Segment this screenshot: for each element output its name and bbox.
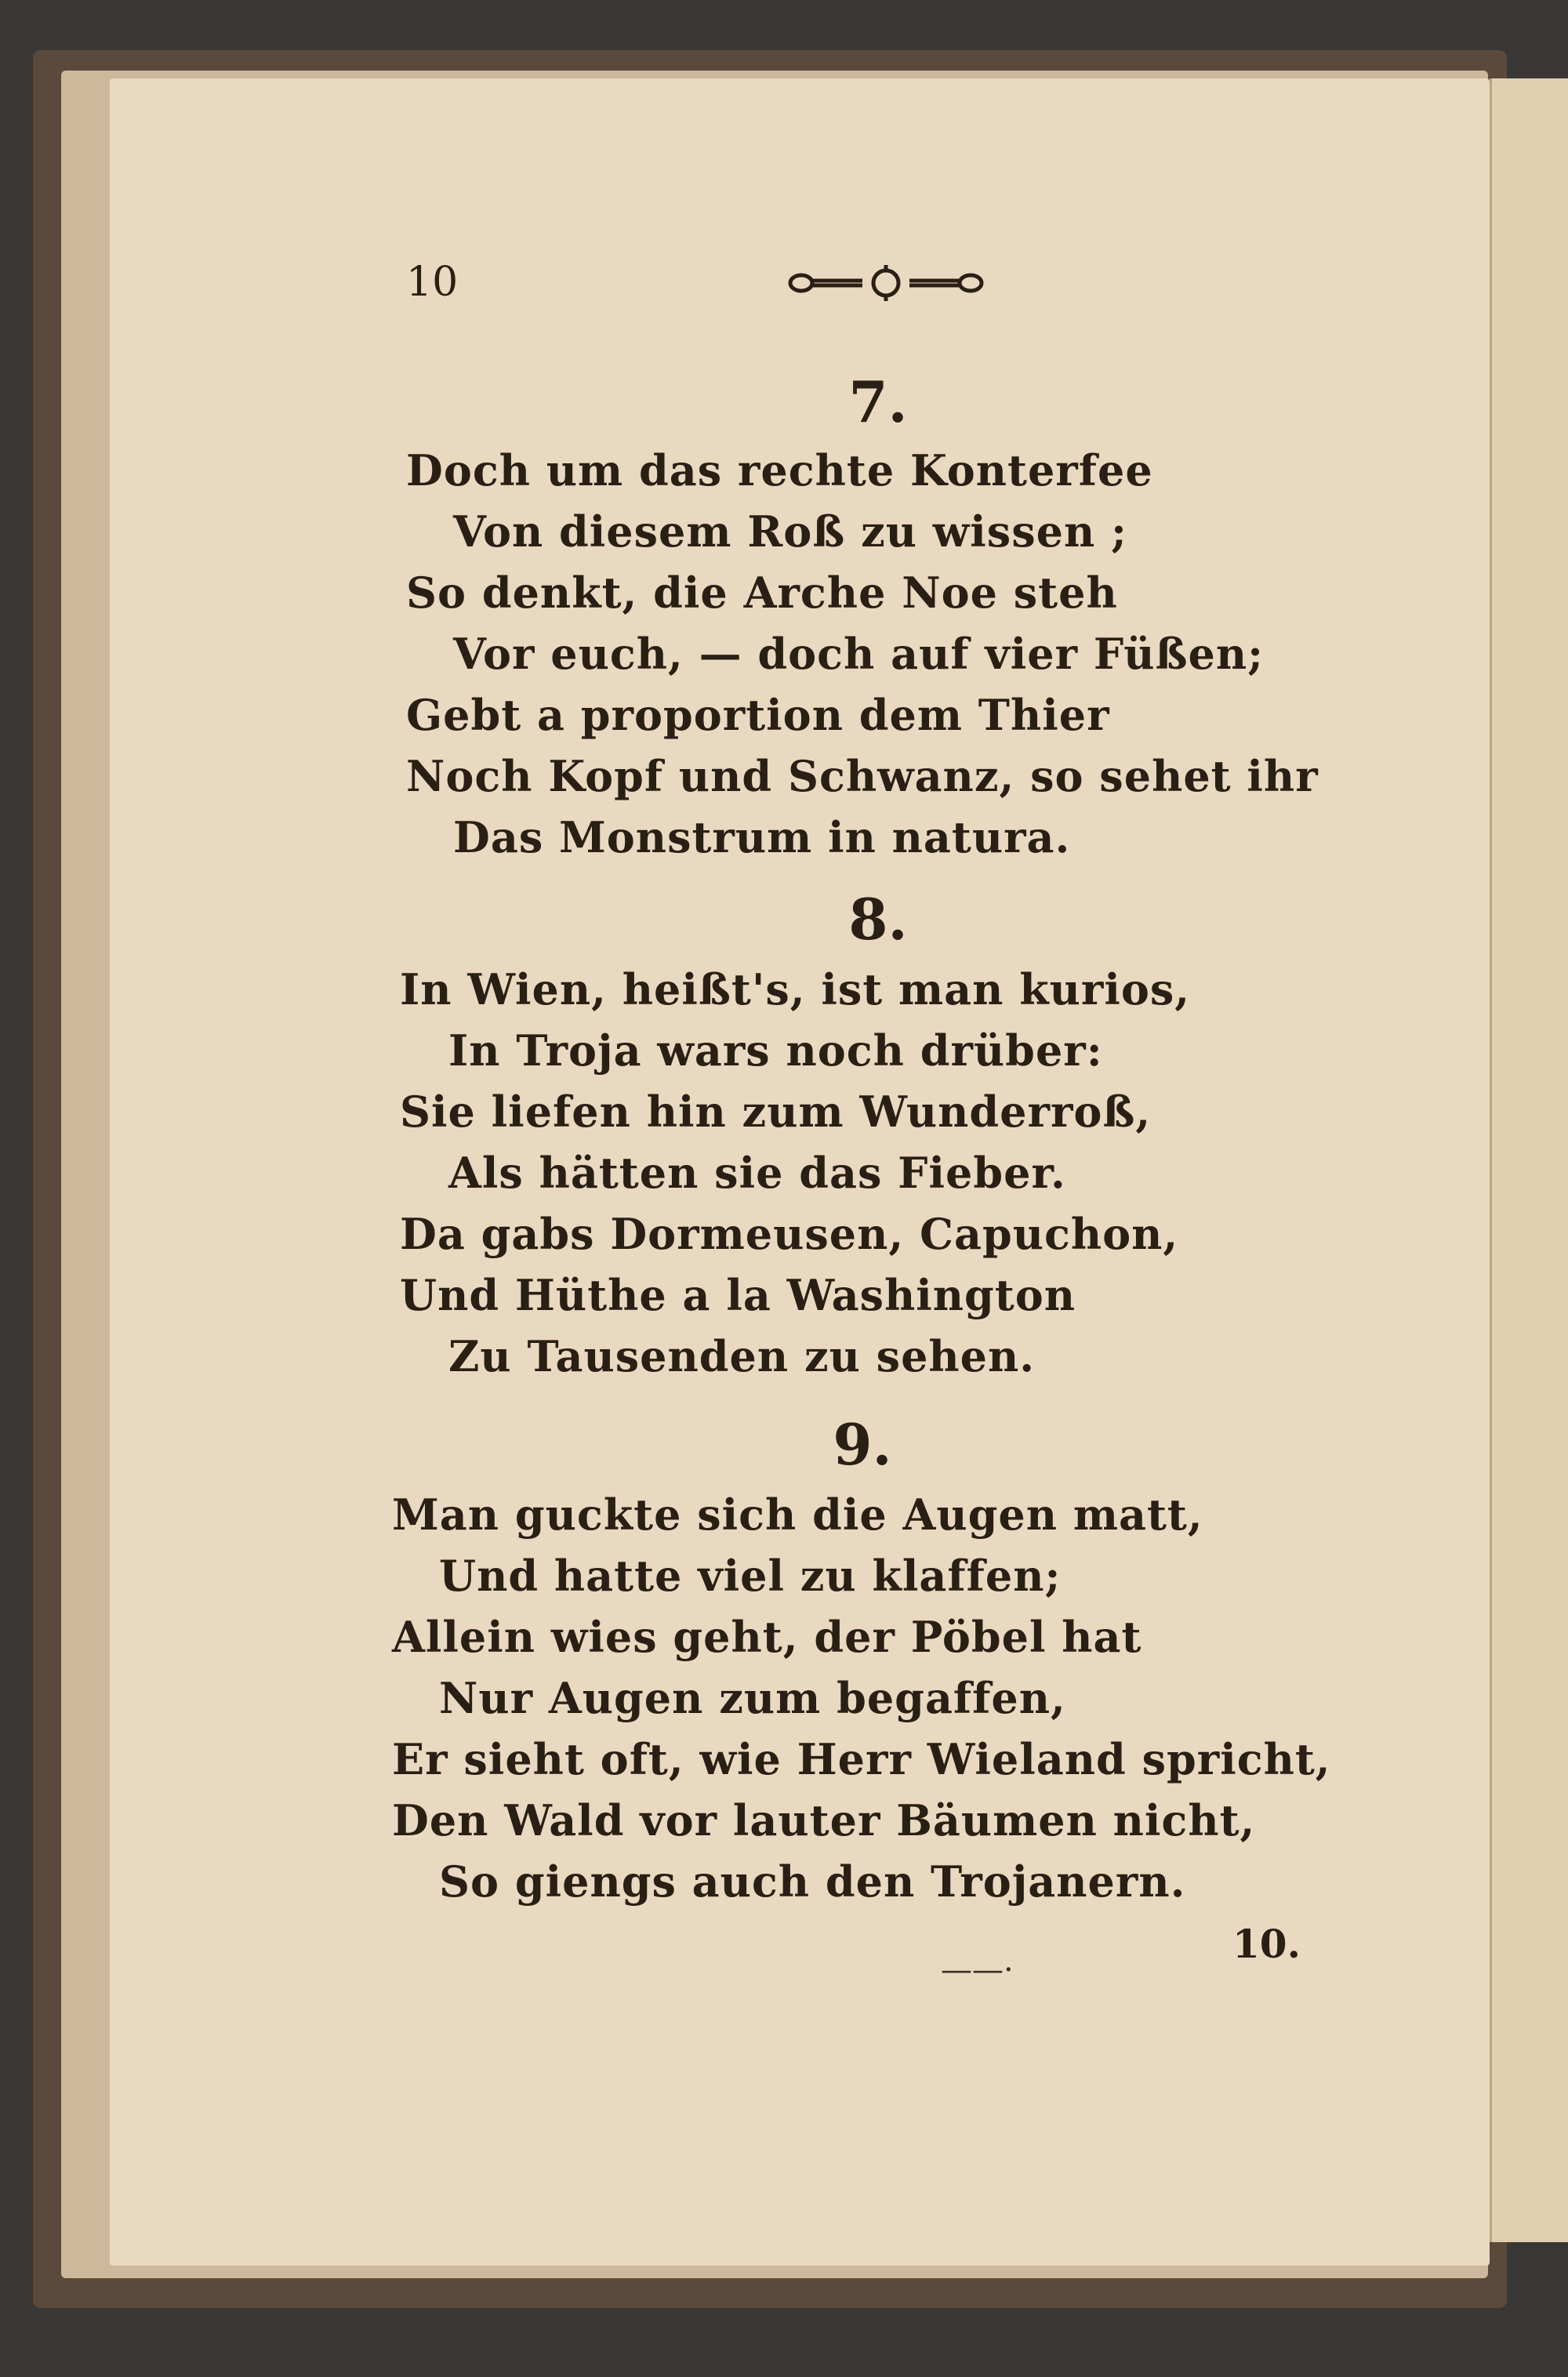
stanza-7-line-1: Doch um das rechte Konterfee xyxy=(406,445,1153,495)
stanza-8-line-4: Als hätten sie das Fieber. xyxy=(448,1148,1066,1198)
catchword: 10. xyxy=(1232,1921,1301,1967)
stanza-9-line-1: Man guckte sich die Augen matt, xyxy=(392,1490,1203,1540)
stanza-8-line-3: Sie liefen hin zum Wunderroß, xyxy=(400,1087,1152,1137)
stanza-8-line-6: Und Hüthe a la Washington xyxy=(400,1270,1076,1320)
stanza-9-line-2: Und hatte viel zu klaffen; xyxy=(439,1551,1062,1601)
stanza-number-8: 8. xyxy=(848,886,908,953)
stanza-8-line-7: Zu Tausenden zu sehen. xyxy=(448,1331,1036,1381)
stanza-7-line-6: Noch Kopf und Schwanz, so sehet ihr xyxy=(406,751,1319,801)
stanza-7-line-5: Gebt a proportion dem Thier xyxy=(406,690,1110,740)
signature-mark: ——· xyxy=(941,1952,1014,1988)
stanza-number-7: 7. xyxy=(848,368,908,435)
stanza-9-line-6: Den Wald vor lauter Bäumen nicht, xyxy=(392,1795,1256,1845)
stanza-8-line-1: In Wien, heißt's, ist man kurios, xyxy=(400,964,1191,1014)
stanza-number-9: 9. xyxy=(833,1411,892,1478)
stanza-7-line-4: Vor euch, — doch auf vier Füßen; xyxy=(453,629,1265,679)
stanza-7-line-3: So denkt, die Arche Noe steh xyxy=(406,568,1118,618)
facing-page-edge xyxy=(1490,78,1568,2242)
stanza-7-line-2: Von diesem Roß zu wissen ; xyxy=(453,506,1127,557)
stanza-8-line-2: In Troja wars noch drüber: xyxy=(448,1025,1103,1076)
stanza-9-line-7: So giengs auch den Trojanern. xyxy=(439,1856,1186,1907)
stanza-9-line-5: Er sieht oft, wie Herr Wieland spricht, xyxy=(392,1734,1331,1784)
ornament-icon xyxy=(784,263,988,303)
stanza-8-line-5: Da gabs Dormeusen, Capuchon, xyxy=(400,1209,1179,1259)
stanza-9-line-3: Allein wies geht, der Pöbel hat xyxy=(392,1612,1142,1662)
page-number: 10 xyxy=(406,259,459,306)
stanza-7-line-7: Das Monstrum in natura. xyxy=(453,812,1071,862)
stanza-9-line-4: Nur Augen zum begaffen, xyxy=(439,1673,1066,1723)
